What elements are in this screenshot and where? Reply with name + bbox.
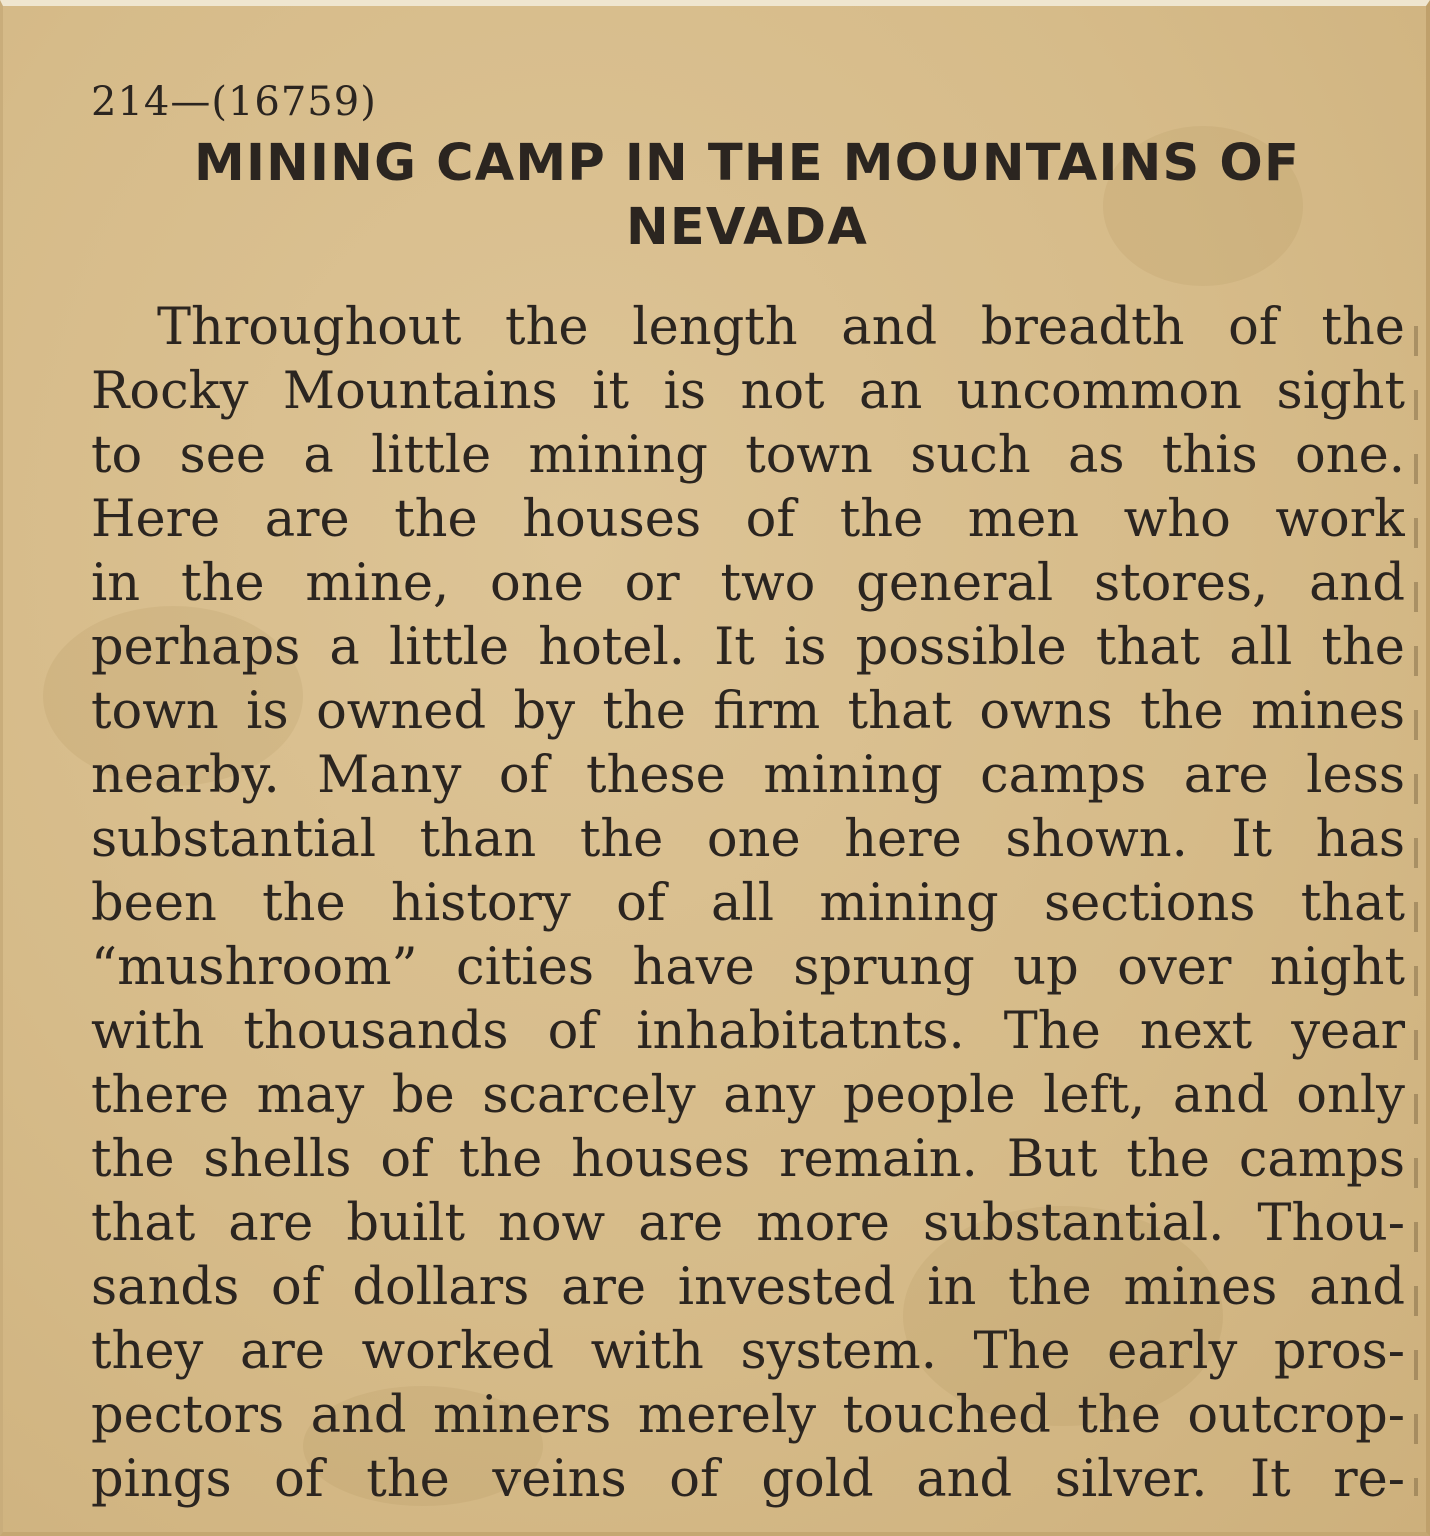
text-line: pings of the veins of gold and silver. It re-: [91, 1450, 1405, 1509]
text-line: that are built now are more substantial. Thou-: [91, 1194, 1405, 1253]
text-line: town is owned by the firm that owns the mines: [91, 682, 1405, 741]
text-line: “mushroom” cities have sprung up over night: [91, 938, 1405, 997]
text-line: Throughout the length and breadth of the: [157, 298, 1405, 357]
text-line: there may be scarcely any people left, and only: [91, 1066, 1405, 1125]
text-line: perhaps a little hotel. It is possible that all the: [91, 618, 1405, 677]
text-line: in the mine, one or two general stores, and: [91, 554, 1405, 613]
torn-edge: [1414, 326, 1418, 1496]
title-line: MINING CAMP IN THE MOUNTAINS OF: [194, 134, 1300, 193]
description-text: [91, 296, 1405, 1512]
text-line: nearby. Many of these mining camps are less: [91, 746, 1405, 805]
text-line: the shells of the houses remain. But the camps: [91, 1130, 1405, 1189]
text-line: with thousands of inhabitatnts. The next year: [91, 1002, 1405, 1061]
title-line: NEVADA: [625, 198, 868, 257]
text-line: sands of dollars are invested in the mines and: [91, 1258, 1405, 1317]
text-line: Here are the houses of the men who work: [91, 490, 1405, 549]
card-title: [89, 132, 1405, 260]
text-line: to see a little mining town such as this one.: [91, 426, 1405, 485]
text-line: substantial than the one here shown. It has: [91, 810, 1405, 869]
text-line: pectors and miners merely touched the outcrop-: [91, 1386, 1405, 1445]
text-line: they are worked with system. The early pros-: [91, 1322, 1405, 1381]
catalog-number: 214—(16759): [91, 79, 377, 125]
text-line: been the history of all mining sections that: [91, 874, 1405, 933]
text-line: Rocky Mountains it is not an uncommon sight: [91, 362, 1405, 421]
